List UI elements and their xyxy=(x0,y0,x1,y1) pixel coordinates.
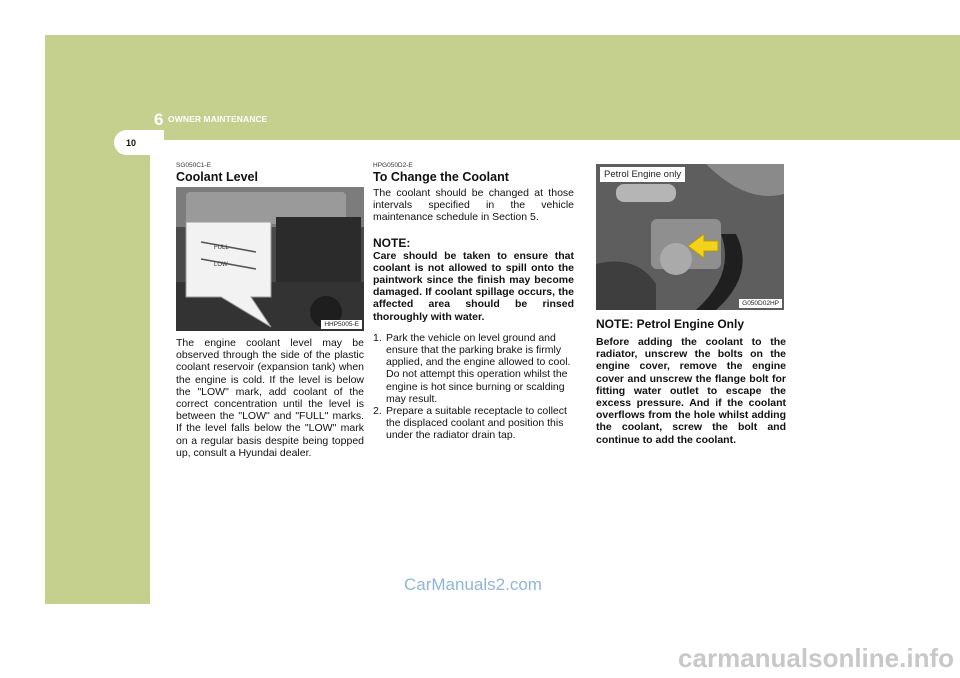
list-item: 1. Park the vehicle on level ground and ensure that the parking brake is firmly applied, and the engine allowed to cool. xyxy=(373,331,571,369)
page-number-tab xyxy=(114,130,164,155)
coolant-level-paragraph: The engine coolant level may be observed through the side of the plastic coolant reservoir (expansion tank) when the engine is cold. If the level is below the "LOW" mark, add coolant of the correct concentration until the level is between the "LOW" and "FULL" marks. If the level falls below the "LOW" mark on a regular basis despite being topped up, consult a Hyundai dealer. xyxy=(176,337,364,459)
section-heading: To Change the Coolant xyxy=(373,170,509,184)
chapter-title: OWNER MAINTENANCE xyxy=(168,114,268,124)
watermark-link[interactable]: CarManuals2.com xyxy=(404,575,542,594)
note-paragraph: Care should be taken to ensure that coolant is not allowed to spill onto the paintwork since the finish may become damaged. If coolant spillage occurs, the affected area should be rinsed thoroughly with water. xyxy=(373,249,574,323)
column-change-coolant xyxy=(373,162,574,442)
engine-photo xyxy=(596,164,784,310)
petrol-note-paragraph: Before adding the coolant to the radiator, unscrew the bolts on the engine cover, remove the engine cover and unscrew the flange bolt for fitting water outlet to escape the excess pressure. And if the coolant overflows from the hole whilst adding the coolant, screw the bolt and continue to add the coolant. xyxy=(596,336,786,446)
note-heading: NOTE: xyxy=(373,235,411,250)
section-heading: Coolant Level xyxy=(176,170,258,184)
image-code: G050D02HP xyxy=(739,299,782,308)
intro-paragraph: The coolant should be changed at those intervals specified in the vehicle maintenance schedule in Section 5. xyxy=(373,187,574,224)
list-item: 2. Prepare a suitable receptacle to collect the displaced coolant and position this under the radiator drain tap. xyxy=(373,405,567,442)
column-coolant-level xyxy=(176,162,364,459)
column-petrol-note xyxy=(596,164,786,446)
note-heading: NOTE: Petrol Engine Only xyxy=(596,317,745,331)
list-item: Do not attempt this operation whilst the engine is hot since burning or scalding may result. xyxy=(386,368,568,405)
reservoir-illustration xyxy=(176,187,364,331)
steps-list xyxy=(373,332,574,442)
image-label: Petrol Engine only xyxy=(600,167,685,182)
image-code: HHP5005-E xyxy=(321,320,362,329)
engine-illustration xyxy=(596,164,784,310)
chapter-number: 6 xyxy=(154,110,164,129)
full-mark: FULL xyxy=(214,245,229,251)
page-number: 10 xyxy=(126,138,137,148)
section-code: HPG050D2-E xyxy=(373,162,413,169)
low-mark: LOW xyxy=(214,262,228,268)
footer-watermark: carmanualsonline.info xyxy=(678,643,954,673)
coolant-reservoir-photo xyxy=(176,187,364,331)
section-code: SG050C1-E xyxy=(176,162,212,169)
